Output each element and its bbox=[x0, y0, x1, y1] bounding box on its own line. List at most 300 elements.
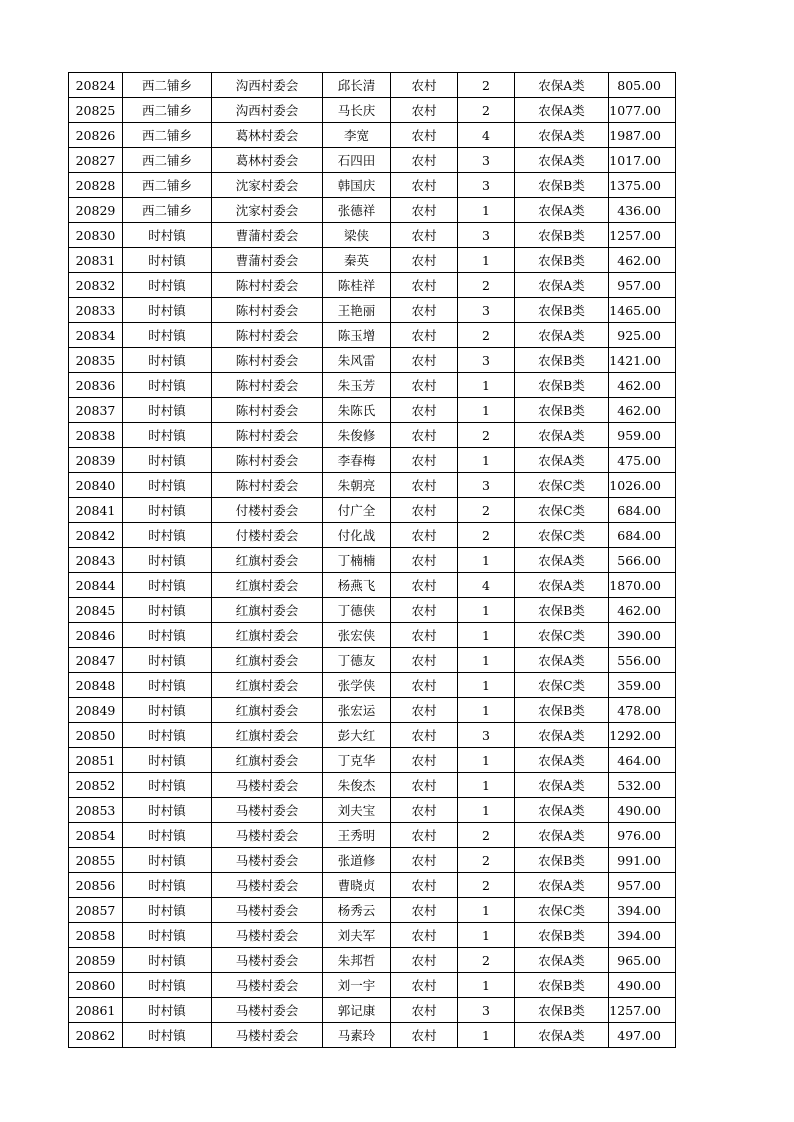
insurance-class-cell: 农保A类 bbox=[515, 73, 609, 98]
village-committee-cell: 马楼村委会 bbox=[212, 948, 323, 973]
name-cell: 张宏侠 bbox=[323, 623, 391, 648]
township-cell: 时村镇 bbox=[123, 673, 212, 698]
record-id-cell: 20839 bbox=[69, 448, 123, 473]
amount-cell: 462.00 bbox=[609, 373, 676, 398]
village-committee-cell: 马楼村委会 bbox=[212, 773, 323, 798]
table-row bbox=[69, 798, 676, 823]
township-cell: 时村镇 bbox=[123, 698, 212, 723]
record-id-cell: 20857 bbox=[69, 898, 123, 923]
village-committee-cell: 红旗村委会 bbox=[212, 748, 323, 773]
area-type-cell: 农村 bbox=[391, 73, 458, 98]
amount-cell: 976.00 bbox=[609, 823, 676, 848]
insurance-class-cell: 农保A类 bbox=[515, 948, 609, 973]
name-cell: 丁德友 bbox=[323, 648, 391, 673]
insurance-class-cell: 农保B类 bbox=[515, 848, 609, 873]
insurance-class-cell: 农保C类 bbox=[515, 523, 609, 548]
amount-cell: 1257.00 bbox=[609, 223, 676, 248]
area-type-cell: 农村 bbox=[391, 823, 458, 848]
record-id-cell: 20834 bbox=[69, 323, 123, 348]
insurance-class-cell: 农保A类 bbox=[515, 98, 609, 123]
amount-cell: 556.00 bbox=[609, 648, 676, 673]
village-committee-cell: 陈村村委会 bbox=[212, 348, 323, 373]
village-committee-cell: 红旗村委会 bbox=[212, 573, 323, 598]
table-row bbox=[69, 898, 676, 923]
record-id-cell: 20853 bbox=[69, 798, 123, 823]
area-type-cell: 农村 bbox=[391, 898, 458, 923]
village-committee-cell: 陈村村委会 bbox=[212, 398, 323, 423]
table-body bbox=[69, 73, 676, 1048]
household-size-cell: 1 bbox=[458, 1023, 515, 1048]
record-id-cell: 20828 bbox=[69, 173, 123, 198]
village-committee-cell: 陈村村委会 bbox=[212, 273, 323, 298]
name-cell: 付广全 bbox=[323, 498, 391, 523]
amount-cell: 957.00 bbox=[609, 873, 676, 898]
record-id-cell: 20848 bbox=[69, 673, 123, 698]
area-type-cell: 农村 bbox=[391, 298, 458, 323]
village-committee-cell: 马楼村委会 bbox=[212, 873, 323, 898]
household-size-cell: 1 bbox=[458, 923, 515, 948]
township-cell: 时村镇 bbox=[123, 348, 212, 373]
table-row bbox=[69, 1023, 676, 1048]
insurance-class-cell: 农保A类 bbox=[515, 723, 609, 748]
township-cell: 时村镇 bbox=[123, 398, 212, 423]
area-type-cell: 农村 bbox=[391, 773, 458, 798]
amount-cell: 566.00 bbox=[609, 548, 676, 573]
amount-cell: 991.00 bbox=[609, 848, 676, 873]
area-type-cell: 农村 bbox=[391, 323, 458, 348]
amount-cell: 1375.00 bbox=[609, 173, 676, 198]
area-type-cell: 农村 bbox=[391, 1023, 458, 1048]
name-cell: 张德祥 bbox=[323, 198, 391, 223]
village-committee-cell: 马楼村委会 bbox=[212, 798, 323, 823]
household-size-cell: 2 bbox=[458, 323, 515, 348]
area-type-cell: 农村 bbox=[391, 423, 458, 448]
township-cell: 时村镇 bbox=[123, 598, 212, 623]
record-id-cell: 20838 bbox=[69, 423, 123, 448]
record-id-cell: 20831 bbox=[69, 248, 123, 273]
household-size-cell: 3 bbox=[458, 348, 515, 373]
household-size-cell: 2 bbox=[458, 848, 515, 873]
amount-cell: 965.00 bbox=[609, 948, 676, 973]
household-size-cell: 1 bbox=[458, 373, 515, 398]
area-type-cell: 农村 bbox=[391, 923, 458, 948]
amount-cell: 805.00 bbox=[609, 73, 676, 98]
amount-cell: 1465.00 bbox=[609, 298, 676, 323]
village-committee-cell: 马楼村委会 bbox=[212, 923, 323, 948]
table-row bbox=[69, 173, 676, 198]
household-size-cell: 1 bbox=[458, 623, 515, 648]
amount-cell: 1257.00 bbox=[609, 998, 676, 1023]
village-committee-cell: 付楼村委会 bbox=[212, 498, 323, 523]
table-row bbox=[69, 848, 676, 873]
village-committee-cell: 沈家村委会 bbox=[212, 173, 323, 198]
table-row bbox=[69, 348, 676, 373]
table-row bbox=[69, 523, 676, 548]
name-cell: 郭记康 bbox=[323, 998, 391, 1023]
township-cell: 时村镇 bbox=[123, 948, 212, 973]
household-size-cell: 2 bbox=[458, 73, 515, 98]
name-cell: 朱风雷 bbox=[323, 348, 391, 373]
record-id-cell: 20843 bbox=[69, 548, 123, 573]
insurance-class-cell: 农保C类 bbox=[515, 673, 609, 698]
insurance-class-cell: 农保B类 bbox=[515, 173, 609, 198]
amount-cell: 462.00 bbox=[609, 398, 676, 423]
township-cell: 时村镇 bbox=[123, 423, 212, 448]
record-id-cell: 20829 bbox=[69, 198, 123, 223]
village-committee-cell: 陈村村委会 bbox=[212, 473, 323, 498]
insurance-class-cell: 农保A类 bbox=[515, 648, 609, 673]
area-type-cell: 农村 bbox=[391, 723, 458, 748]
name-cell: 丁克华 bbox=[323, 748, 391, 773]
table-row bbox=[69, 573, 676, 598]
record-id-cell: 20844 bbox=[69, 573, 123, 598]
village-committee-cell: 马楼村委会 bbox=[212, 973, 323, 998]
township-cell: 时村镇 bbox=[123, 798, 212, 823]
amount-cell: 475.00 bbox=[609, 448, 676, 473]
village-committee-cell: 马楼村委会 bbox=[212, 998, 323, 1023]
household-size-cell: 2 bbox=[458, 823, 515, 848]
name-cell: 张学侠 bbox=[323, 673, 391, 698]
household-size-cell: 3 bbox=[458, 223, 515, 248]
household-size-cell: 1 bbox=[458, 648, 515, 673]
village-committee-cell: 陈村村委会 bbox=[212, 323, 323, 348]
village-committee-cell: 沈家村委会 bbox=[212, 198, 323, 223]
township-cell: 时村镇 bbox=[123, 873, 212, 898]
area-type-cell: 农村 bbox=[391, 948, 458, 973]
record-id-cell: 20849 bbox=[69, 698, 123, 723]
village-committee-cell: 曹蒲村委会 bbox=[212, 223, 323, 248]
amount-cell: 490.00 bbox=[609, 973, 676, 998]
household-size-cell: 2 bbox=[458, 523, 515, 548]
village-committee-cell: 红旗村委会 bbox=[212, 673, 323, 698]
name-cell: 朱玉芳 bbox=[323, 373, 391, 398]
area-type-cell: 农村 bbox=[391, 223, 458, 248]
insurance-class-cell: 农保A类 bbox=[515, 448, 609, 473]
insurance-class-cell: 农保C类 bbox=[515, 473, 609, 498]
township-cell: 时村镇 bbox=[123, 448, 212, 473]
name-cell: 石四田 bbox=[323, 148, 391, 173]
area-type-cell: 农村 bbox=[391, 698, 458, 723]
record-id-cell: 20845 bbox=[69, 598, 123, 623]
record-id-cell: 20847 bbox=[69, 648, 123, 673]
name-cell: 杨秀云 bbox=[323, 898, 391, 923]
township-cell: 时村镇 bbox=[123, 498, 212, 523]
amount-cell: 957.00 bbox=[609, 273, 676, 298]
table-row bbox=[69, 223, 676, 248]
name-cell: 张道修 bbox=[323, 848, 391, 873]
table-row bbox=[69, 698, 676, 723]
insurance-class-cell: 农保A类 bbox=[515, 823, 609, 848]
insurance-class-cell: 农保B类 bbox=[515, 398, 609, 423]
township-cell: 西二铺乡 bbox=[123, 98, 212, 123]
table-row bbox=[69, 423, 676, 448]
household-size-cell: 2 bbox=[458, 498, 515, 523]
table-row bbox=[69, 398, 676, 423]
village-committee-cell: 陈村村委会 bbox=[212, 423, 323, 448]
record-id-cell: 20854 bbox=[69, 823, 123, 848]
household-size-cell: 1 bbox=[458, 798, 515, 823]
insurance-class-cell: 农保C类 bbox=[515, 498, 609, 523]
village-committee-cell: 红旗村委会 bbox=[212, 698, 323, 723]
household-size-cell: 3 bbox=[458, 998, 515, 1023]
area-type-cell: 农村 bbox=[391, 548, 458, 573]
name-cell: 王艳丽 bbox=[323, 298, 391, 323]
record-id-cell: 20842 bbox=[69, 523, 123, 548]
village-committee-cell: 马楼村委会 bbox=[212, 848, 323, 873]
name-cell: 朱俊杰 bbox=[323, 773, 391, 798]
township-cell: 时村镇 bbox=[123, 823, 212, 848]
record-id-cell: 20836 bbox=[69, 373, 123, 398]
township-cell: 时村镇 bbox=[123, 923, 212, 948]
record-id-cell: 20837 bbox=[69, 398, 123, 423]
table-row bbox=[69, 723, 676, 748]
name-cell: 朱陈氏 bbox=[323, 398, 391, 423]
name-cell: 李宽 bbox=[323, 123, 391, 148]
township-cell: 时村镇 bbox=[123, 723, 212, 748]
table-row bbox=[69, 948, 676, 973]
name-cell: 陈玉增 bbox=[323, 323, 391, 348]
record-id-cell: 20856 bbox=[69, 873, 123, 898]
record-id-cell: 20824 bbox=[69, 73, 123, 98]
record-id-cell: 20827 bbox=[69, 148, 123, 173]
area-type-cell: 农村 bbox=[391, 998, 458, 1023]
amount-cell: 394.00 bbox=[609, 898, 676, 923]
amount-cell: 959.00 bbox=[609, 423, 676, 448]
household-size-cell: 2 bbox=[458, 873, 515, 898]
insurance-class-cell: 农保A类 bbox=[515, 1023, 609, 1048]
amount-cell: 1017.00 bbox=[609, 148, 676, 173]
amount-cell: 462.00 bbox=[609, 248, 676, 273]
amount-cell: 1421.00 bbox=[609, 348, 676, 373]
table-row bbox=[69, 673, 676, 698]
table-row bbox=[69, 598, 676, 623]
name-cell: 马长庆 bbox=[323, 98, 391, 123]
insurance-class-cell: 农保B类 bbox=[515, 298, 609, 323]
record-id-cell: 20841 bbox=[69, 498, 123, 523]
table-row bbox=[69, 73, 676, 98]
household-size-cell: 2 bbox=[458, 423, 515, 448]
area-type-cell: 农村 bbox=[391, 98, 458, 123]
name-cell: 刘一宇 bbox=[323, 973, 391, 998]
area-type-cell: 农村 bbox=[391, 248, 458, 273]
area-type-cell: 农村 bbox=[391, 748, 458, 773]
record-id-cell: 20840 bbox=[69, 473, 123, 498]
record-id-cell: 20846 bbox=[69, 623, 123, 648]
table-row bbox=[69, 473, 676, 498]
household-size-cell: 2 bbox=[458, 948, 515, 973]
name-cell: 李春梅 bbox=[323, 448, 391, 473]
data-table bbox=[68, 72, 676, 1048]
amount-cell: 1292.00 bbox=[609, 723, 676, 748]
household-size-cell: 1 bbox=[458, 448, 515, 473]
record-id-cell: 20826 bbox=[69, 123, 123, 148]
township-cell: 西二铺乡 bbox=[123, 148, 212, 173]
name-cell: 丁德侠 bbox=[323, 598, 391, 623]
name-cell: 韩国庆 bbox=[323, 173, 391, 198]
name-cell: 丁楠楠 bbox=[323, 548, 391, 573]
township-cell: 时村镇 bbox=[123, 898, 212, 923]
name-cell: 朱俊修 bbox=[323, 423, 391, 448]
record-id-cell: 20859 bbox=[69, 948, 123, 973]
area-type-cell: 农村 bbox=[391, 173, 458, 198]
amount-cell: 1987.00 bbox=[609, 123, 676, 148]
area-type-cell: 农村 bbox=[391, 498, 458, 523]
village-committee-cell: 红旗村委会 bbox=[212, 623, 323, 648]
township-cell: 时村镇 bbox=[123, 248, 212, 273]
township-cell: 时村镇 bbox=[123, 848, 212, 873]
name-cell: 王秀明 bbox=[323, 823, 391, 848]
township-cell: 时村镇 bbox=[123, 373, 212, 398]
area-type-cell: 农村 bbox=[391, 273, 458, 298]
township-cell: 时村镇 bbox=[123, 648, 212, 673]
name-cell: 邱长清 bbox=[323, 73, 391, 98]
village-committee-cell: 葛林村委会 bbox=[212, 123, 323, 148]
name-cell: 彭大红 bbox=[323, 723, 391, 748]
township-cell: 时村镇 bbox=[123, 223, 212, 248]
amount-cell: 1870.00 bbox=[609, 573, 676, 598]
household-size-cell: 1 bbox=[458, 248, 515, 273]
record-id-cell: 20851 bbox=[69, 748, 123, 773]
household-size-cell: 1 bbox=[458, 773, 515, 798]
household-size-cell: 1 bbox=[458, 398, 515, 423]
household-size-cell: 3 bbox=[458, 473, 515, 498]
area-type-cell: 农村 bbox=[391, 348, 458, 373]
insurance-class-cell: 农保A类 bbox=[515, 548, 609, 573]
household-size-cell: 1 bbox=[458, 598, 515, 623]
insurance-class-cell: 农保B类 bbox=[515, 598, 609, 623]
township-cell: 时村镇 bbox=[123, 1023, 212, 1048]
township-cell: 时村镇 bbox=[123, 998, 212, 1023]
record-id-cell: 20855 bbox=[69, 848, 123, 873]
table-row bbox=[69, 123, 676, 148]
township-cell: 西二铺乡 bbox=[123, 198, 212, 223]
amount-cell: 925.00 bbox=[609, 323, 676, 348]
table-row bbox=[69, 448, 676, 473]
insurance-class-cell: 农保B类 bbox=[515, 998, 609, 1023]
area-type-cell: 农村 bbox=[391, 623, 458, 648]
area-type-cell: 农村 bbox=[391, 573, 458, 598]
township-cell: 时村镇 bbox=[123, 473, 212, 498]
amount-cell: 478.00 bbox=[609, 698, 676, 723]
township-cell: 时村镇 bbox=[123, 323, 212, 348]
table-row bbox=[69, 648, 676, 673]
insurance-class-cell: 农保B类 bbox=[515, 248, 609, 273]
record-id-cell: 20850 bbox=[69, 723, 123, 748]
name-cell: 秦英 bbox=[323, 248, 391, 273]
township-cell: 西二铺乡 bbox=[123, 123, 212, 148]
record-id-cell: 20861 bbox=[69, 998, 123, 1023]
insurance-class-cell: 农保B类 bbox=[515, 348, 609, 373]
area-type-cell: 农村 bbox=[391, 198, 458, 223]
insurance-class-cell: 农保A类 bbox=[515, 773, 609, 798]
amount-cell: 684.00 bbox=[609, 498, 676, 523]
table-row bbox=[69, 998, 676, 1023]
township-cell: 时村镇 bbox=[123, 973, 212, 998]
insurance-class-cell: 农保C类 bbox=[515, 898, 609, 923]
amount-cell: 436.00 bbox=[609, 198, 676, 223]
household-size-cell: 3 bbox=[458, 148, 515, 173]
village-committee-cell: 红旗村委会 bbox=[212, 598, 323, 623]
table-row bbox=[69, 548, 676, 573]
area-type-cell: 农村 bbox=[391, 873, 458, 898]
household-size-cell: 3 bbox=[458, 723, 515, 748]
name-cell: 陈桂祥 bbox=[323, 273, 391, 298]
insurance-class-cell: 农保B类 bbox=[515, 923, 609, 948]
insurance-class-cell: 农保A类 bbox=[515, 798, 609, 823]
area-type-cell: 农村 bbox=[391, 123, 458, 148]
record-id-cell: 20825 bbox=[69, 98, 123, 123]
township-cell: 时村镇 bbox=[123, 773, 212, 798]
table-row bbox=[69, 248, 676, 273]
insurance-class-cell: 农保A类 bbox=[515, 748, 609, 773]
amount-cell: 684.00 bbox=[609, 523, 676, 548]
area-type-cell: 农村 bbox=[391, 373, 458, 398]
insurance-class-cell: 农保A类 bbox=[515, 423, 609, 448]
table-row bbox=[69, 748, 676, 773]
table-row bbox=[69, 273, 676, 298]
insurance-class-cell: 农保B类 bbox=[515, 973, 609, 998]
village-committee-cell: 红旗村委会 bbox=[212, 648, 323, 673]
record-id-cell: 20830 bbox=[69, 223, 123, 248]
insurance-class-cell: 农保A类 bbox=[515, 323, 609, 348]
table-row bbox=[69, 98, 676, 123]
name-cell: 朱邦哲 bbox=[323, 948, 391, 973]
household-size-cell: 3 bbox=[458, 173, 515, 198]
table-row bbox=[69, 823, 676, 848]
insurance-class-cell: 农保A类 bbox=[515, 198, 609, 223]
household-size-cell: 1 bbox=[458, 548, 515, 573]
village-committee-cell: 付楼村委会 bbox=[212, 523, 323, 548]
amount-cell: 390.00 bbox=[609, 623, 676, 648]
name-cell: 杨燕飞 bbox=[323, 573, 391, 598]
township-cell: 时村镇 bbox=[123, 273, 212, 298]
household-size-cell: 3 bbox=[458, 298, 515, 323]
insurance-class-cell: 农保A类 bbox=[515, 148, 609, 173]
area-type-cell: 农村 bbox=[391, 448, 458, 473]
village-committee-cell: 马楼村委会 bbox=[212, 823, 323, 848]
table-row bbox=[69, 498, 676, 523]
insurance-class-cell: 农保C类 bbox=[515, 623, 609, 648]
amount-cell: 497.00 bbox=[609, 1023, 676, 1048]
township-cell: 时村镇 bbox=[123, 298, 212, 323]
area-type-cell: 农村 bbox=[391, 798, 458, 823]
area-type-cell: 农村 bbox=[391, 673, 458, 698]
township-cell: 时村镇 bbox=[123, 523, 212, 548]
insurance-class-cell: 农保B类 bbox=[515, 223, 609, 248]
record-id-cell: 20835 bbox=[69, 348, 123, 373]
area-type-cell: 农村 bbox=[391, 973, 458, 998]
table-row bbox=[69, 148, 676, 173]
table-row bbox=[69, 298, 676, 323]
table-row bbox=[69, 973, 676, 998]
township-cell: 时村镇 bbox=[123, 748, 212, 773]
amount-cell: 1077.00 bbox=[609, 98, 676, 123]
township-cell: 时村镇 bbox=[123, 548, 212, 573]
village-committee-cell: 沟西村委会 bbox=[212, 73, 323, 98]
area-type-cell: 农村 bbox=[391, 398, 458, 423]
household-size-cell: 1 bbox=[458, 748, 515, 773]
name-cell: 朱朝亮 bbox=[323, 473, 391, 498]
township-cell: 西二铺乡 bbox=[123, 73, 212, 98]
table-row bbox=[69, 198, 676, 223]
table-row bbox=[69, 773, 676, 798]
name-cell: 马素玲 bbox=[323, 1023, 391, 1048]
village-committee-cell: 马楼村委会 bbox=[212, 898, 323, 923]
village-committee-cell: 红旗村委会 bbox=[212, 548, 323, 573]
insurance-class-cell: 农保B类 bbox=[515, 698, 609, 723]
household-size-cell: 2 bbox=[458, 98, 515, 123]
amount-cell: 1026.00 bbox=[609, 473, 676, 498]
